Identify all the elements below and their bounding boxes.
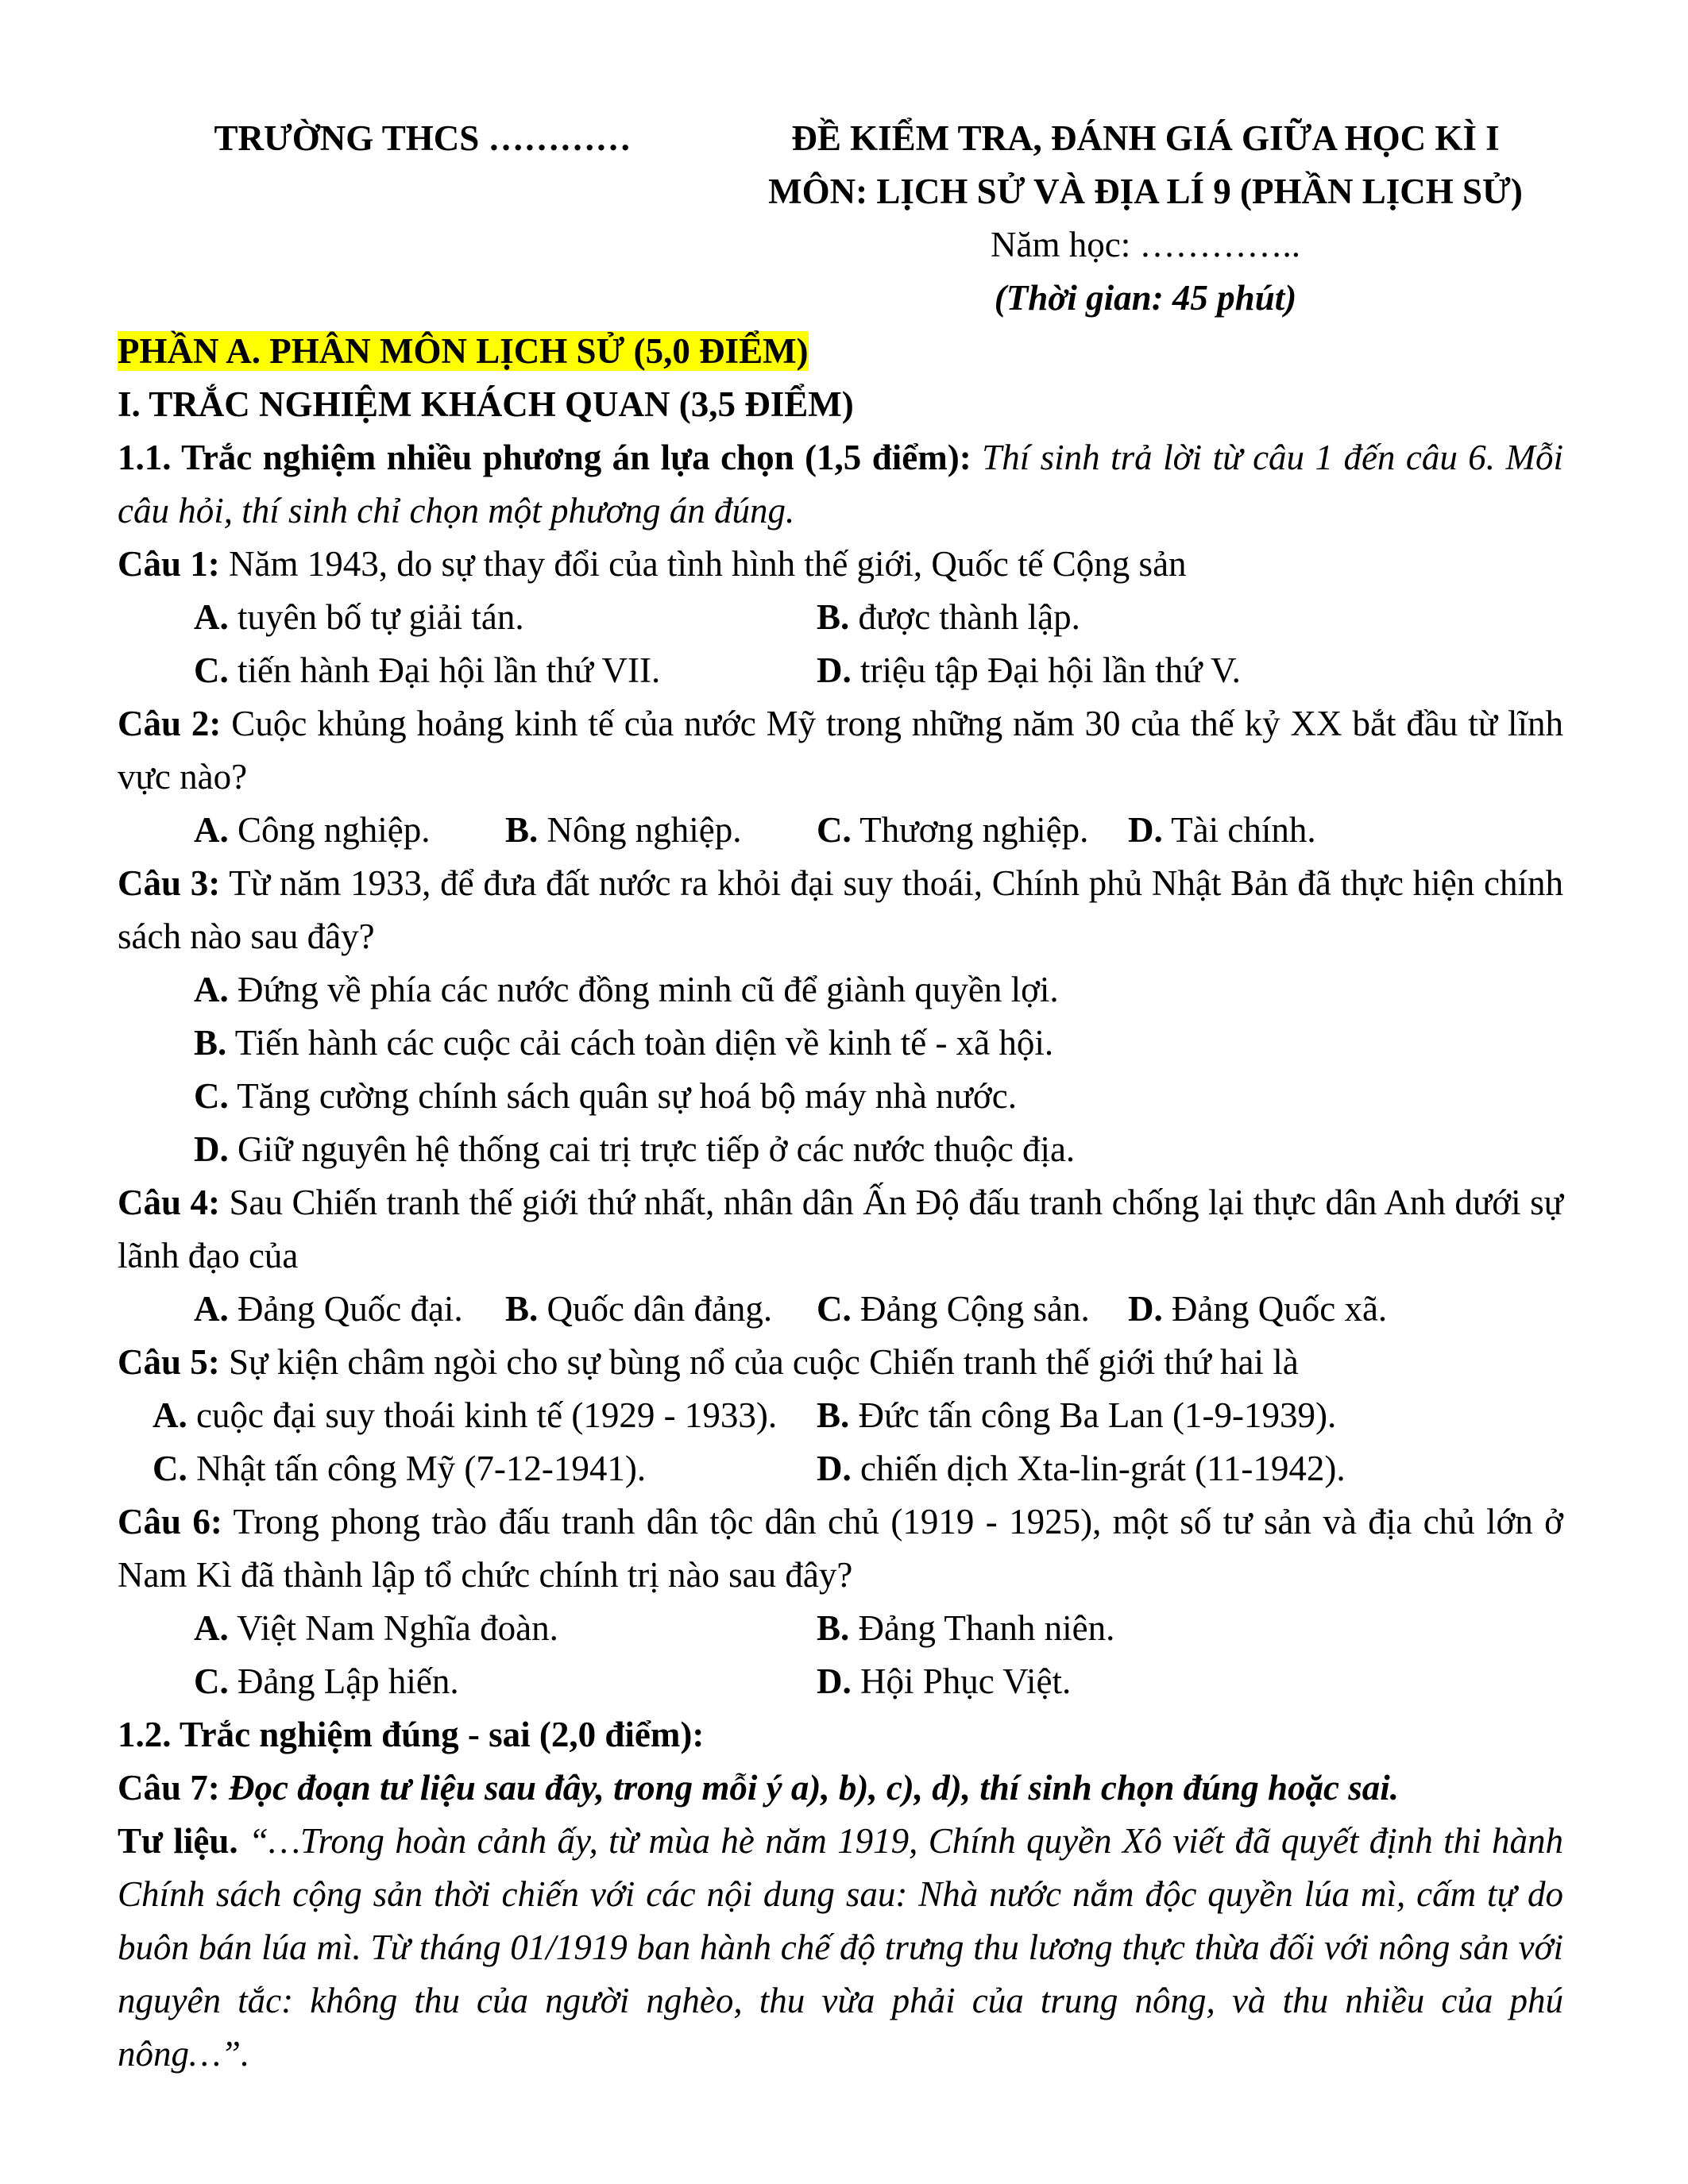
option-b: B. Nông nghiệp. — [505, 810, 742, 850]
option-c: C. Đảng Cộng sản. — [817, 1289, 1090, 1329]
question-1 — [118, 538, 1563, 591]
options-row — [118, 1602, 1563, 1655]
question-label: Câu 1: — [118, 544, 220, 584]
part-a-heading: PHẦN A. PHÂN MÔN LỊCH SỬ (5,0 ĐIỂM) — [118, 331, 809, 371]
option-c: C. tiến hành Đại hội lần thứ VII. — [194, 650, 661, 690]
question-label: Câu 7: — [118, 1768, 220, 1808]
question-7 — [118, 1761, 1563, 1815]
question-3 — [118, 857, 1563, 963]
option-d: D. Đảng Quốc xã. — [1128, 1289, 1388, 1329]
option-c: C. Đảng Lập hiến. — [194, 1661, 459, 1701]
question-text: Sau Chiến tranh thế giới thứ nhất, nhân dân Ấn Độ đấu tranh chống lại thực dân Anh dưới sự lãnh đạo của — [118, 1183, 1563, 1275]
options-row — [118, 644, 1563, 697]
options-row — [118, 1442, 1563, 1495]
option-b: B. Quốc dân đảng. — [505, 1289, 773, 1329]
option-c: C. Nhật tấn công Mỹ (7-12-1941). — [153, 1449, 647, 1488]
subsection-1-1 — [118, 431, 1563, 538]
source-text: “…Trong hoàn cảnh ấy, từ mùa hè năm 1919, Chính quyền Xô viết đã quyết định thi hành Chính sách cộng sản thời chiến với các nội dung sau: Nhà nước nắm độc quyền lúa mì, cấm tự do buôn bán lúa mì. Từ tháng 01/1919 ban hành chế độ trưng thu lương thực thừa đối với nông sản với nguyên tắc: không thu của người nghèo, thu vừa phải của trung nông, và thu nhiều của phú nông…”. — [118, 1821, 1563, 2074]
option-d: D. Hội Phục Việt. — [817, 1661, 1072, 1701]
option-a: A. Việt Nam Nghĩa đoàn. — [194, 1608, 558, 1648]
source-passage — [118, 1815, 1563, 2081]
exam-header — [118, 112, 1563, 325]
question-text: Từ năm 1933, để đưa đất nước ra khỏi đại suy thoái, Chính phủ Nhật Bản đã thực hiện chính sách nào sau đây? — [118, 863, 1563, 956]
question-4 — [118, 1176, 1563, 1283]
subsection-instruction: Thí sinh trả lời từ câu 1 đến câu 6. Mỗi câu hỏi, thí sinh chỉ chọn một phương án đúng. — [118, 438, 1563, 531]
question-6 — [118, 1495, 1563, 1602]
question-text: Trong phong trào đấu tranh dân tộc dân chủ (1919 - 1925), một số tư sản và địa chủ lớn ở Nam Kì đã thành lập tổ chức chính trị nào sau đây? — [118, 1502, 1563, 1595]
question-text: Đọc đoạn tư liệu sau đây, trong mỗi ý a), b), c), d), thí sinh chọn đúng hoặc sai. — [219, 1768, 1399, 1808]
question-label: Câu 6: — [118, 1502, 222, 1542]
option-b: B. được thành lập. — [817, 597, 1080, 637]
option-d: D. triệu tập Đại hội lần thứ V. — [817, 650, 1241, 690]
school-year: Năm học: ………….. — [991, 225, 1300, 264]
subject-title: MÔN: LỊCH SỬ VÀ ĐỊA LÍ 9 (PHẦN LỊCH SỬ) — [768, 172, 1523, 211]
option-d: D. chiến dịch Xta-lin-grát (11-1942). — [817, 1449, 1346, 1488]
question-text: Sự kiện châm ngòi cho sự bùng nổ của cuộc Chiến tranh thế giới thứ hai là — [219, 1342, 1299, 1382]
options-row — [118, 1283, 1563, 1336]
option-d: D. Tài chính. — [1128, 810, 1316, 850]
option-a: A. Đảng Quốc đại. — [194, 1289, 463, 1329]
exam-page — [118, 112, 1563, 2081]
section-1-heading: I. TRẮC NGHIỆM KHÁCH QUAN (3,5 ĐIỂM) — [118, 384, 854, 424]
option-a: A. cuộc đại suy thoái kinh tế (1929 - 1933). — [153, 1395, 778, 1435]
options-row — [118, 1389, 1563, 1442]
school-name: TRƯỜNG THCS ………… — [214, 118, 632, 158]
question-5 — [118, 1336, 1563, 1389]
question-text: Cuộc khủng hoảng kinh tế của nước Mỹ trong những năm 30 của thế kỷ XX bắt đầu từ lĩnh vực nào? — [118, 704, 1563, 797]
options-row — [118, 1655, 1563, 1708]
exam-time: (Thời gian: 45 phút) — [994, 278, 1297, 318]
question-text: Năm 1943, do sự thay đổi của tình hình thế giới, Quốc tế Cộng sản — [219, 544, 1187, 584]
option-d: D. Giữ nguyên hệ thống cai trị trực tiếp ở các nước thuộc địa. — [194, 1129, 1076, 1169]
question-label: Câu 5: — [118, 1342, 220, 1382]
option-c: C. Thương nghiệp. — [817, 810, 1089, 850]
subsection-label: 1.1. Trắc nghiệm nhiều phương án lựa chọn (1,5 điểm): — [118, 438, 971, 477]
option-a: A. Đứng về phía các nước đồng minh cũ để giành quyền lợi. — [194, 970, 1059, 1009]
option-b: B. Tiến hành các cuộc cải cách toàn diện về kinh tế - xã hội. — [194, 1023, 1054, 1063]
subsection-1-2: 1.2. Trắc nghiệm đúng - sai (2,0 điểm): — [118, 1715, 705, 1754]
exam-title: ĐỀ KIỂM TRA, ĐÁNH GIÁ GIỮA HỌC KÌ I — [791, 118, 1500, 158]
option-c: C. Tăng cường chính sách quân sự hoá bộ máy nhà nước. — [194, 1076, 1017, 1116]
question-2 — [118, 697, 1563, 804]
question-label: Câu 2: — [118, 704, 222, 743]
question-label: Câu 4: — [118, 1183, 221, 1222]
options-row — [118, 804, 1563, 857]
option-a: A. tuyên bố tự giải tán. — [194, 597, 524, 637]
source-label: Tư liệu. — [118, 1821, 238, 1861]
option-a: A. Công nghiệp. — [194, 810, 431, 850]
option-b: B. Đảng Thanh niên. — [817, 1608, 1115, 1648]
option-b: B. Đức tấn công Ba Lan (1-9-1939). — [817, 1395, 1337, 1435]
options-row — [118, 591, 1563, 644]
question-label: Câu 3: — [118, 863, 221, 903]
